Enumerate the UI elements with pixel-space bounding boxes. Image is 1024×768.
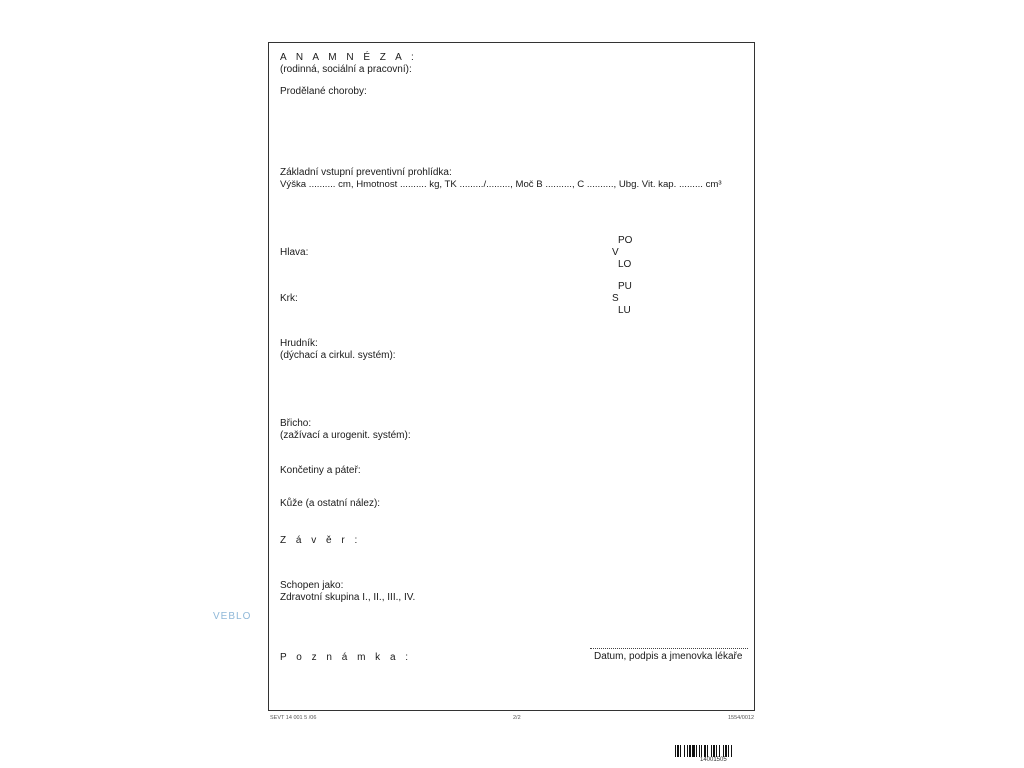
po-label: PO <box>618 235 633 246</box>
prodelane-choroby-label: Prodělané choroby: <box>280 86 367 97</box>
zaver-heading: Z á v ě r : <box>280 535 361 546</box>
signature-caption: Datum, podpis a jmenovka lékaře <box>594 651 743 662</box>
watermark-logo: VEBLO <box>213 611 252 622</box>
hlava-label: Hlava: <box>280 247 309 258</box>
footer-number: 1554/0012 <box>728 715 754 721</box>
anamneza-heading: A N A M N É Z A : <box>280 52 418 63</box>
footer-page: 2/2 <box>513 715 521 721</box>
form-frame <box>268 42 755 711</box>
signature-line <box>590 648 748 649</box>
measurements-line: Výška .......... cm, Hmotnost .......... kg, TK ........./........., Moč B .........., C .........., Ubg. Vit. kap. ......... cm³ <box>280 179 722 190</box>
pu-label: PU <box>618 281 632 292</box>
lu-label: LU <box>618 305 631 316</box>
v-label: V <box>612 247 619 258</box>
barcode-number: 14001505 <box>700 757 727 763</box>
s-label: S <box>612 293 619 304</box>
footer-code: SEVT 14 001 5 /06 <box>270 715 317 721</box>
bricho-subtitle: (zažívací a urogenit. systém): <box>280 430 411 441</box>
krk-label: Krk: <box>280 293 298 304</box>
kuze-label: Kůže (a ostatní nález): <box>280 498 381 509</box>
hrudnik-subtitle: (dýchací a cirkul. systém): <box>280 350 396 361</box>
zdravotni-skupina-label: Zdravotní skupina I., II., III., IV. <box>280 592 416 603</box>
barcode-bar <box>732 745 733 757</box>
koncetiny-label: Končetiny a páteř: <box>280 465 361 476</box>
anamneza-subtitle: (rodinná, sociální a pracovní): <box>280 64 412 75</box>
barcode <box>675 745 757 757</box>
poznamka-heading: P o z n á m k a : <box>280 652 412 663</box>
lo-label: LO <box>618 259 632 270</box>
schopen-label: Schopen jako: <box>280 580 344 591</box>
bricho-label: Břicho: <box>280 418 312 429</box>
prohlidka-label: Základní vstupní preventivní prohlídka: <box>280 167 452 178</box>
hrudnik-label: Hrudník: <box>280 338 318 349</box>
